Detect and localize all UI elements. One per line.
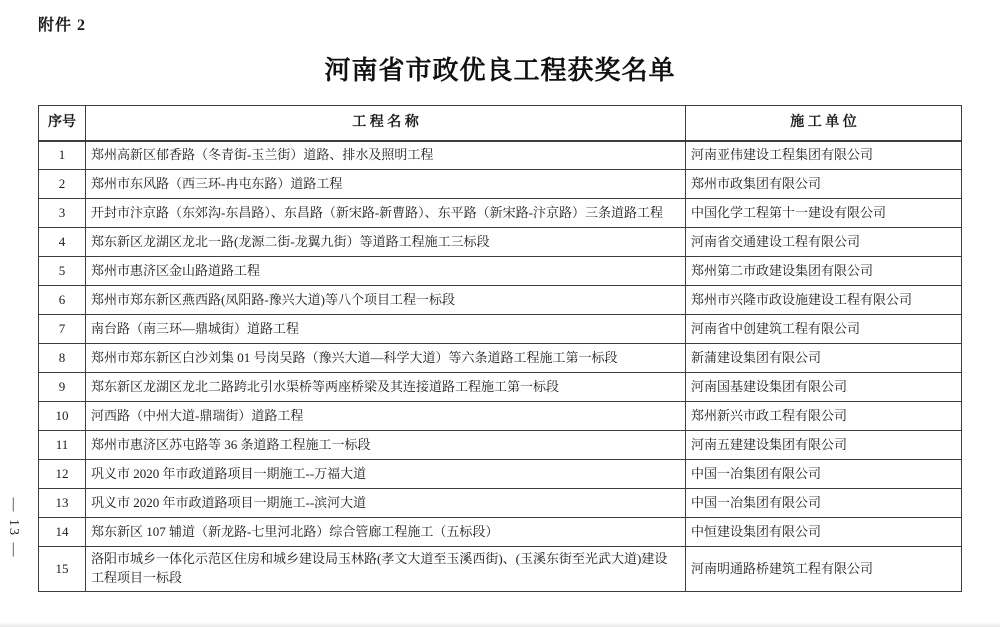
- serial-cell: 4: [39, 228, 86, 257]
- project-name-cell: 郑州市东风路（西三环-冉屯东路）道路工程: [86, 170, 686, 199]
- project-name-cell: 南台路（南三环—鼎城街）道路工程: [86, 315, 686, 344]
- serial-cell: 9: [39, 373, 86, 402]
- company-name-cell: 新蒲建设集团有限公司: [686, 344, 962, 373]
- company-name-cell: 中国一冶集团有限公司: [686, 489, 962, 518]
- serial-cell: 10: [39, 402, 86, 431]
- serial-cell: 8: [39, 344, 86, 373]
- col-header-serial: 序号: [39, 106, 86, 141]
- project-name-cell: 郑州高新区郁香路（冬青街-玉兰街）道路、排水及照明工程: [86, 141, 686, 170]
- serial-cell: 6: [39, 286, 86, 315]
- company-name-cell: 中国一冶集团有限公司: [686, 460, 962, 489]
- company-name-cell: 郑州新兴市政工程有限公司: [686, 402, 962, 431]
- table-row: [39, 286, 962, 315]
- table-row: [39, 518, 962, 547]
- table-row: [39, 373, 962, 402]
- project-name-cell: 巩义市 2020 年市政道路项目一期施工--万福大道: [86, 460, 686, 489]
- page-bottom-edge: [0, 622, 1000, 627]
- company-name-cell: 中恒建设集团有限公司: [686, 518, 962, 547]
- project-name-cell: 郑东新区龙湖区龙北一路(龙源二街-龙翼九街）等道路工程施工三标段: [86, 228, 686, 257]
- col-header-construction-unit: 施 工 单 位: [686, 106, 962, 141]
- company-name-cell: 郑州市政集团有限公司: [686, 170, 962, 199]
- table-row: [39, 431, 962, 460]
- company-name-cell: 郑州市兴隆市政设施建设工程有限公司: [686, 286, 962, 315]
- project-name-cell: 开封市汴京路（东郊沟-东昌路）、东昌路（新宋路-新曹路）、东平路（新宋路-汴京路）三条道路工程: [86, 199, 686, 228]
- page-title: 河南省市政优良工程获奖名单: [324, 55, 676, 85]
- company-name-cell: 中国化学工程第十一建设有限公司: [686, 199, 962, 228]
- header-row: [39, 106, 962, 141]
- company-name-cell: 河南明通路桥建筑工程有限公司: [686, 547, 962, 592]
- serial-cell: 11: [39, 431, 86, 460]
- serial-cell: 1: [39, 141, 86, 170]
- project-name-cell: 郑州市惠济区金山路道路工程: [86, 257, 686, 286]
- serial-cell: 5: [39, 257, 86, 286]
- company-name-cell: 河南亚伟建设工程集团有限公司: [686, 141, 962, 170]
- serial-cell: 7: [39, 315, 86, 344]
- table-body: [39, 141, 962, 592]
- project-name-cell: 郑东新区 107 辅道（新龙路-七里河北路）综合管廊工程施工（五标段）: [86, 518, 686, 547]
- attachment-label: 附件 2: [38, 17, 87, 34]
- serial-cell: 2: [39, 170, 86, 199]
- project-name-cell: 郑州市郑东新区燕西路(凤阳路-豫兴大道)等八个项目工程一标段: [86, 286, 686, 315]
- table-row: [39, 228, 962, 257]
- project-name-cell: 郑州市郑东新区白沙刘集 01 号岗吴路（豫兴大道—科学大道）等六条道路工程施工第一标段: [86, 344, 686, 373]
- col-header-project-name: 工 程 名 称: [86, 106, 686, 141]
- company-name-cell: 河南省交通建设工程有限公司: [686, 228, 962, 257]
- project-name-cell: 洛阳市城乡一体化示范区住房和城乡建设局玉林路(孝文大道至玉溪西街)、(玉溪东街至光武大道)建设工程项目一标段: [86, 547, 686, 592]
- table-row: [39, 344, 962, 373]
- table-row: [39, 141, 962, 170]
- table-header: [39, 106, 962, 141]
- serial-cell: 15: [39, 547, 86, 592]
- serial-cell: 14: [39, 518, 86, 547]
- serial-cell: 12: [39, 460, 86, 489]
- awards-table: [38, 105, 962, 592]
- company-name-cell: 河南国基建设集团有限公司: [686, 373, 962, 402]
- company-name-cell: 河南五建建设集团有限公司: [686, 431, 962, 460]
- table-row: [39, 547, 962, 592]
- table-row: [39, 315, 962, 344]
- table-row: [39, 402, 962, 431]
- table-row: [39, 170, 962, 199]
- table-row: [39, 489, 962, 518]
- project-name-cell: 郑东新区龙湖区龙北二路跨北引水渠桥等两座桥梁及其连接道路工程施工第一标段: [86, 373, 686, 402]
- project-name-cell: 巩义市 2020 年市政道路项目一期施工--滨河大道: [86, 489, 686, 518]
- company-name-cell: 河南省中创建筑工程有限公司: [686, 315, 962, 344]
- page-number: — 13 —: [6, 497, 21, 559]
- table-row: [39, 257, 962, 286]
- company-name-cell: 郑州第二市政建设集团有限公司: [686, 257, 962, 286]
- serial-cell: 13: [39, 489, 86, 518]
- project-name-cell: 河西路（中州大道-鼎瑞街）道路工程: [86, 402, 686, 431]
- table-row: [39, 460, 962, 489]
- serial-cell: 3: [39, 199, 86, 228]
- table-row: [39, 199, 962, 228]
- project-name-cell: 郑州市惠济区苏屯路等 36 条道路工程施工一标段: [86, 431, 686, 460]
